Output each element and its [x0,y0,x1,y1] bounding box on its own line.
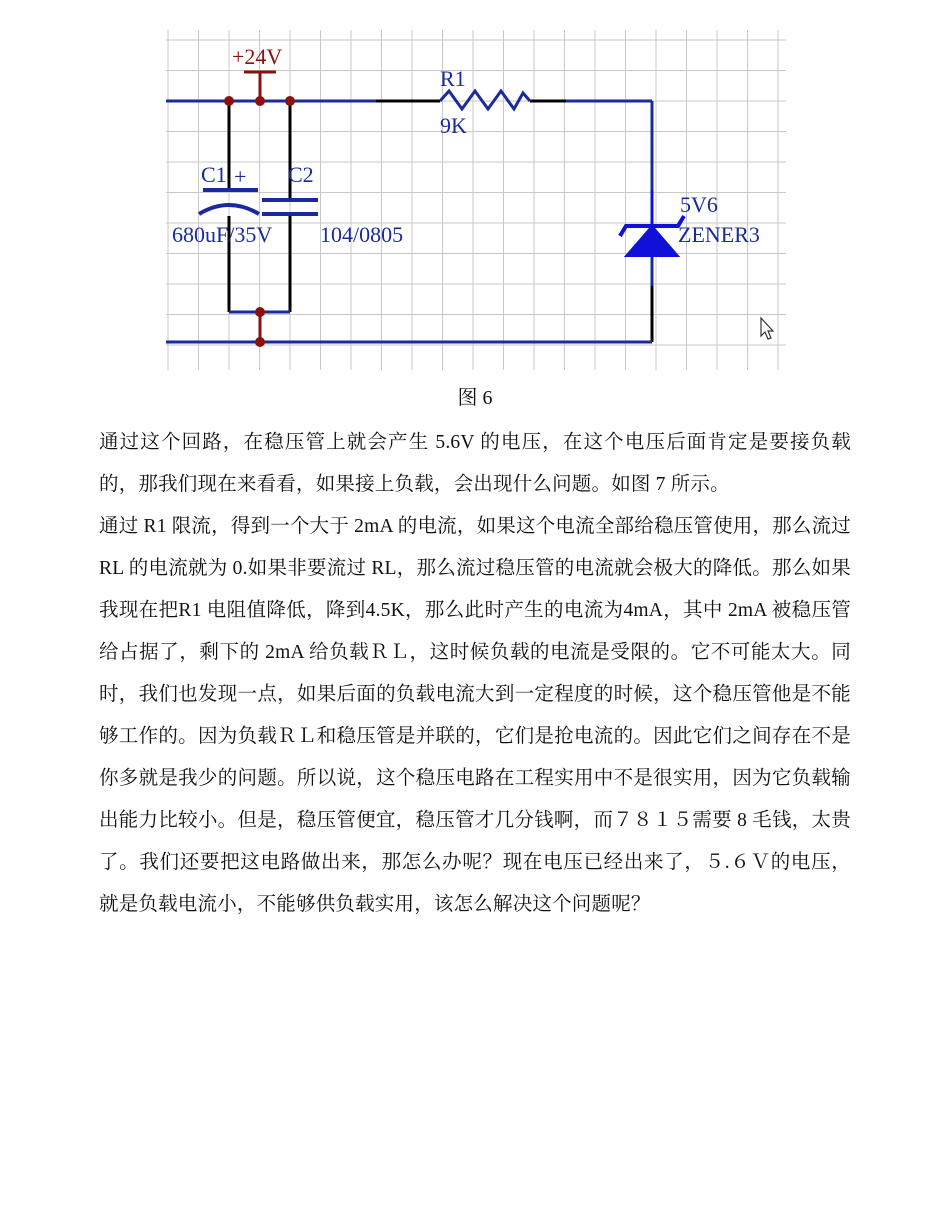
zener-name: 5V6 [680,192,718,217]
junction-dot [255,337,265,347]
c2-name: C2 [288,162,314,187]
junction-dot [285,96,295,106]
junction-dot [255,307,265,317]
zener-part: ZENER3 [678,222,760,247]
junction-dot [224,96,234,106]
c2-value: 104/0805 [320,222,404,247]
paragraph: 通过这个回路，在稳压管上就会产生 5.6V 的电压，在这个电压后面肯定是要接负载的，那我们现在来看看，如果接上负载，会出现什么问题。如图 7 所示。 [99,432,851,495]
circuit-schematic [166,30,786,370]
r1-name: R1 [440,66,466,91]
paragraph: 通过 R1 限流，得到一个大于 2mA 的电流，如果这个电流全部给稳压管使用，那么流过 RL 的电流就为 0.如果非要流过 RL，那么流过稳压管的电流就会极大的降低。那么如果我现在把R1 电阻值降低，降到4.5K，那么此时产生的电流为4mA，其中 2mA 被稳压管给占据了，剩下的 2mA 给负载ＲＬ，这时候负载的电流是受限的。它不可能太大。同时，我们也发现一点，如果后面的负载电流大到一定程度的时候，这个稳压管他是不能够工作的。因为负载ＲＬ和稳压管是并联的，它们是抢电流的。因此它们之间存在不是你多就是我少的问题。所以说，这个稳压电路在工程实用中不是很实用，因为它负载输出能力比较小。但是，稳压管便宜，稳压管才几分钱啊，而７８１５需要 8 毛钱，太贵了。我们还要把这电路做出来，那怎么办呢？现在电压已经出来了，５.６Ｖ的电压，就是负载电流小，不能够供负载实用，该怎么解决这个问题呢？ [99,516,851,915]
c1-name: C1 [201,162,227,187]
figure-caption: 图 6 [457,387,493,409]
r1-value: 9K [440,113,467,138]
power-label: +24V [232,44,283,69]
body-text [99,422,851,926]
c1-value: 680uF/35V [172,222,273,247]
c1-polarity: + [234,164,247,189]
junction-dot [255,96,265,106]
